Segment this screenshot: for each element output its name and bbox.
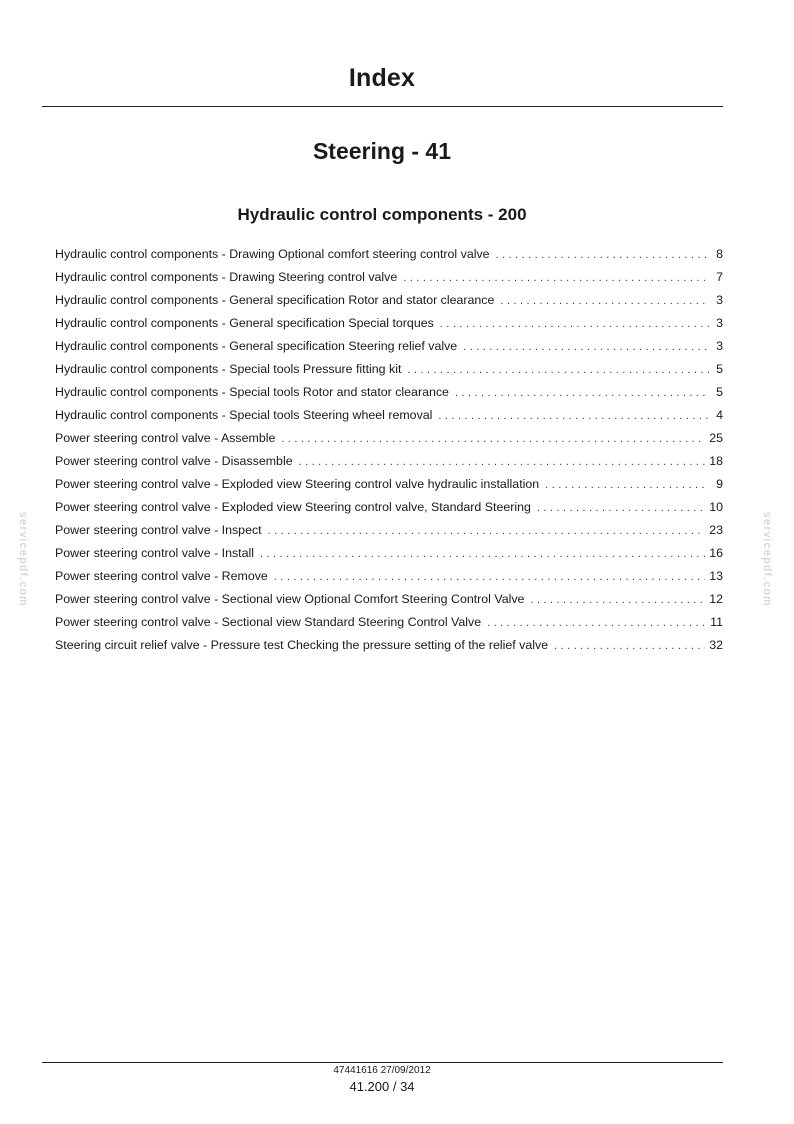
toc-dot-leader	[260, 545, 705, 563]
toc-entry[interactable]	[55, 268, 723, 291]
toc-entry[interactable]	[55, 406, 723, 429]
toc-dot-leader	[463, 338, 709, 356]
toc-entry[interactable]	[55, 383, 723, 406]
page-title: Index	[348, 64, 416, 92]
toc-dot-leader	[403, 269, 709, 287]
toc-entry-page: 7	[716, 270, 723, 284]
top-divider	[42, 106, 723, 107]
toc-dot-leader	[268, 522, 706, 540]
toc-entry[interactable]	[55, 498, 723, 521]
toc-dot-leader	[487, 614, 706, 632]
toc-entry-title: Power steering control valve - Sectional view Optional Comfort Steering Control Valve	[55, 592, 525, 606]
toc-dot-leader	[281, 430, 705, 448]
watermark-left: servicepdf.com	[17, 512, 29, 607]
toc-entry-title: Hydraulic control components - Special tools Steering wheel removal	[55, 408, 433, 422]
toc-entry-page: 13	[709, 569, 723, 583]
toc-entry-title: Hydraulic control components - Special tools Rotor and stator clearance	[55, 385, 449, 399]
toc-entry[interactable]	[55, 613, 723, 636]
footer-page-number: 41.200 / 34	[349, 1079, 415, 1094]
toc-entry-page: 32	[709, 638, 723, 652]
toc-entry[interactable]	[55, 245, 723, 268]
toc-entry-title: Hydraulic control components - Drawing Optional comfort steering control valve	[55, 247, 490, 261]
toc-dot-leader	[496, 246, 709, 264]
toc-entry[interactable]	[55, 636, 723, 659]
toc-dot-leader	[274, 568, 705, 586]
toc-entry-title: Power steering control valve - Remove	[55, 569, 268, 583]
toc-entry-title: Power steering control valve - Sectional view Standard Steering Control Valve	[55, 615, 482, 629]
toc-entry[interactable]	[55, 590, 723, 613]
toc-dot-leader	[455, 384, 709, 402]
toc-entry-title: Power steering control valve - Install	[55, 546, 255, 560]
toc-entry[interactable]	[55, 544, 723, 567]
toc-entry-page: 12	[709, 592, 723, 606]
toc-entry-title: Steering circuit relief valve - Pressure test Checking the pressure setting of the relief valve	[55, 638, 549, 652]
toc-dot-leader	[537, 499, 705, 517]
toc-entry[interactable]	[55, 291, 723, 314]
toc-entry[interactable]	[55, 567, 723, 590]
toc-dot-leader	[299, 453, 706, 471]
toc-dot-leader	[438, 407, 709, 425]
toc-entry-title: Power steering control valve - Exploded view Steering control valve, Standard Steering	[55, 500, 531, 514]
toc-entry-page: 3	[716, 316, 723, 330]
toc-entry-title: Power steering control valve - Disassemble	[55, 454, 293, 468]
toc-entry[interactable]	[55, 452, 723, 475]
toc-entry-page: 4	[716, 408, 723, 422]
toc-dot-leader	[530, 591, 705, 609]
toc-entry-page: 18	[709, 454, 723, 468]
toc-entry-page: 23	[709, 523, 723, 537]
toc-entry[interactable]	[55, 521, 723, 544]
toc-entry[interactable]	[55, 429, 723, 452]
toc-entry-page: 5	[716, 385, 723, 399]
watermark-right: servicepdf.com	[761, 512, 773, 607]
section-title: Steering - 41	[312, 138, 452, 164]
toc-entry-title: Hydraulic control components - General specification Steering relief valve	[55, 339, 458, 353]
toc-entry[interactable]	[55, 314, 723, 337]
toc-entry[interactable]	[55, 337, 723, 360]
toc-entry-page: 11	[710, 615, 723, 629]
toc-dot-leader	[440, 315, 709, 333]
toc-entry-title: Hydraulic control components - Drawing Steering control valve	[55, 270, 398, 284]
bottom-divider	[42, 1062, 723, 1063]
toc-entry-page: 5	[716, 362, 723, 376]
toc-entry-page: 16	[709, 546, 723, 560]
toc-list	[55, 245, 723, 659]
toc-entry-page: 10	[709, 500, 723, 514]
toc-entry-title: Hydraulic control components - Special tools Pressure fitting kit	[55, 362, 402, 376]
toc-dot-leader	[554, 637, 705, 655]
toc-entry-page: 9	[716, 477, 723, 491]
toc-entry-title: Hydraulic control components - General specification Special torques	[55, 316, 434, 330]
toc-dot-leader	[407, 361, 709, 379]
toc-entry-title: Power steering control valve - Inspect	[55, 523, 262, 537]
toc-dot-leader	[500, 292, 709, 310]
footer-document-code: 47441616 27/09/2012	[333, 1065, 431, 1076]
toc-entry-title: Power steering control valve - Assemble	[55, 431, 276, 445]
toc-dot-leader	[545, 476, 709, 494]
toc-entry[interactable]	[55, 475, 723, 498]
toc-entry-title: Power steering control valve - Exploded view Steering control valve hydraulic installation	[55, 477, 540, 491]
toc-entry-page: 3	[716, 293, 723, 307]
toc-entry-page: 25	[709, 431, 723, 445]
toc-entry-page: 8	[716, 247, 723, 261]
toc-entry[interactable]	[55, 360, 723, 383]
toc-entry-page: 3	[716, 339, 723, 353]
toc-entry-title: Hydraulic control components - General specification Rotor and stator clearance	[55, 293, 495, 307]
subsection-title: Hydraulic control components - 200	[237, 205, 527, 224]
